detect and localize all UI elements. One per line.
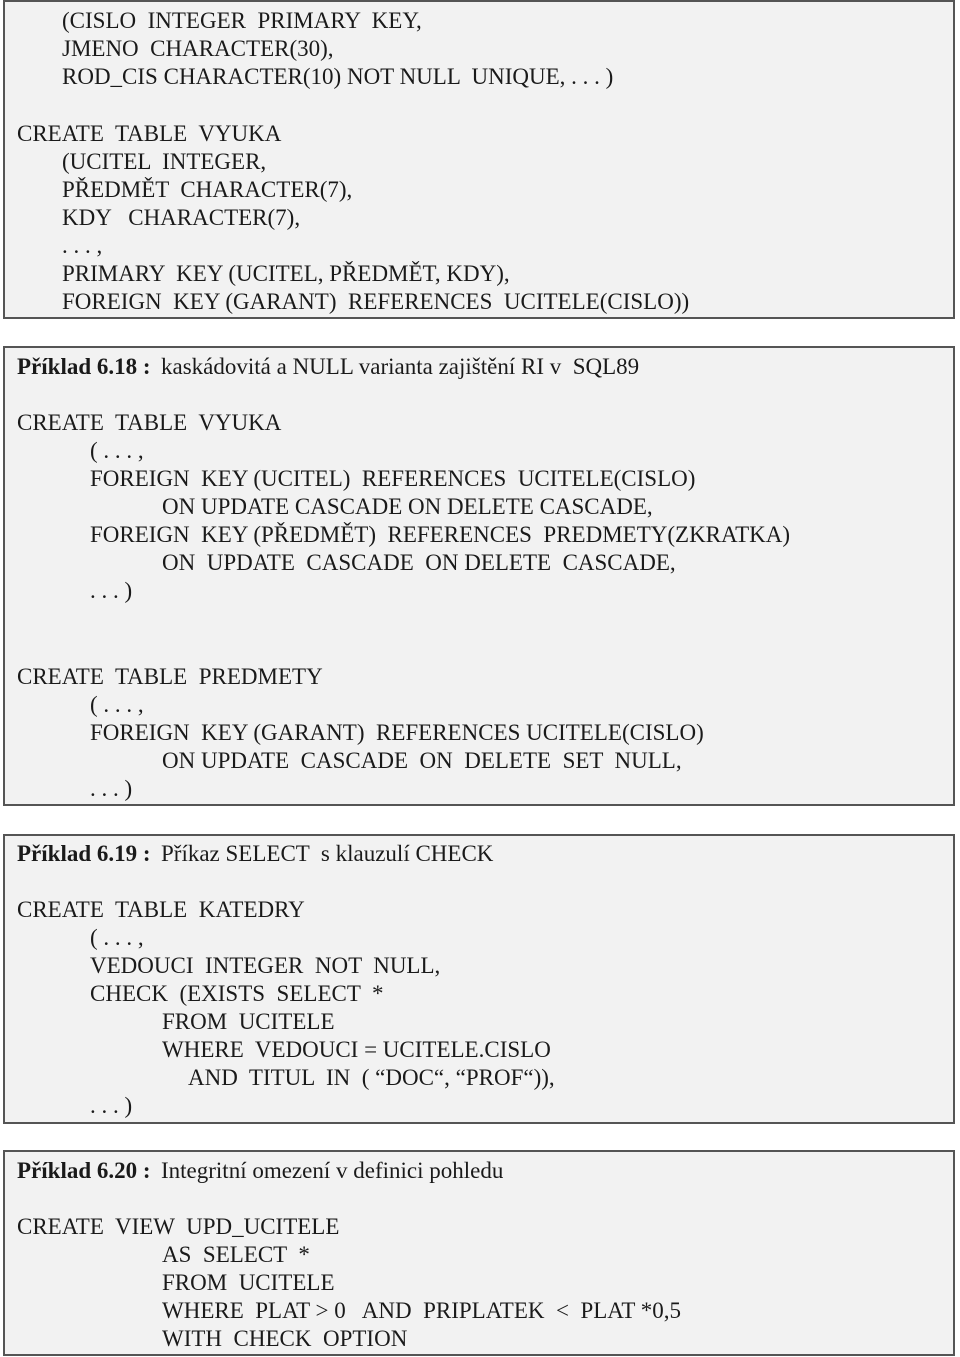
code-line: ( . . . , <box>90 438 144 463</box>
example-title: Integritní omezení v definici pohledu <box>161 1158 504 1183</box>
code-line: . . . , <box>62 233 103 258</box>
code-line: CHECK (EXISTS SELECT * <box>90 981 384 1006</box>
code-line: CREATE TABLE VYUKA <box>17 121 282 146</box>
code-line: ( . . . , <box>90 692 144 717</box>
example-title: kaskádovitá a NULL varianta zajištění RI v SQL89 <box>161 354 640 379</box>
code-line: FOREIGN KEY (UCITEL) REFERENCES UCITELE(CISLO) <box>90 466 696 491</box>
code-line: JMENO CHARACTER(30), <box>62 36 334 61</box>
code-line: PŘEDMĚT CHARACTER(7), <box>62 177 353 202</box>
code-line: ON UPDATE CASCADE ON DELETE CASCADE, <box>162 550 676 575</box>
code-line: ( . . . , <box>90 925 144 950</box>
code-line: (UCITEL INTEGER, <box>62 149 267 174</box>
code-line: (CISLO INTEGER PRIMARY KEY, <box>62 8 422 33</box>
code-line: FOREIGN KEY (PŘEDMĚT) REFERENCES PREDMETY(ZKRATKA) <box>90 522 791 547</box>
code-line: KDY CHARACTER(7), <box>62 205 301 230</box>
example-6-20-block <box>3 1150 955 1356</box>
code-line: ON UPDATE CASCADE ON DELETE CASCADE, <box>162 494 653 519</box>
code-line: FROM UCITELE <box>162 1270 335 1295</box>
code-line: WHERE VEDOUCI = UCITELE.CISLO <box>162 1037 551 1062</box>
code-line: CREATE VIEW UPD_UCITELE <box>17 1214 340 1239</box>
code-line: WITH CHECK OPTION <box>162 1326 408 1351</box>
code-line: FOREIGN KEY (GARANT) REFERENCES UCITELE(CISLO)) <box>62 289 690 314</box>
code-line: CREATE TABLE KATEDRY <box>17 897 305 922</box>
code-line: AS SELECT * <box>162 1242 310 1267</box>
code-line: VEDOUCI INTEGER NOT NULL, <box>90 953 441 978</box>
code-line: ROD_CIS CHARACTER(10) NOT NULL UNIQUE, . . . ) <box>62 64 614 89</box>
code-line: ON UPDATE CASCADE ON DELETE SET NULL, <box>162 748 682 773</box>
code-line: FROM UCITELE <box>162 1009 335 1034</box>
code-line: FOREIGN KEY (GARANT) REFERENCES UCITELE(CISLO) <box>90 720 704 745</box>
example-6-18-block <box>3 346 955 806</box>
code-line: CREATE TABLE VYUKA <box>17 410 282 435</box>
code-line: AND TITUL IN ( “DOC“, “PROF“)), <box>188 1065 555 1090</box>
code-line: . . . ) <box>90 578 133 603</box>
example-label: Příklad 6.20 : <box>17 1158 151 1183</box>
code-line: WHERE PLAT > 0 AND PRIPLATEK < PLAT *0,5 <box>162 1298 681 1323</box>
example-label: Příklad 6.18 : <box>17 354 151 379</box>
example-title: Příkaz SELECT s klauzulí CHECK <box>161 841 494 866</box>
code-block-vyuka-definition <box>3 0 955 319</box>
code-line: PRIMARY KEY (UCITEL, PŘEDMĚT, KDY), <box>62 261 510 286</box>
example-label: Příklad 6.19 : <box>17 841 151 866</box>
code-line: . . . ) <box>90 776 133 801</box>
code-line: . . . ) <box>90 1093 133 1118</box>
example-6-19-block <box>3 834 955 1124</box>
code-line: CREATE TABLE PREDMETY <box>17 664 323 689</box>
